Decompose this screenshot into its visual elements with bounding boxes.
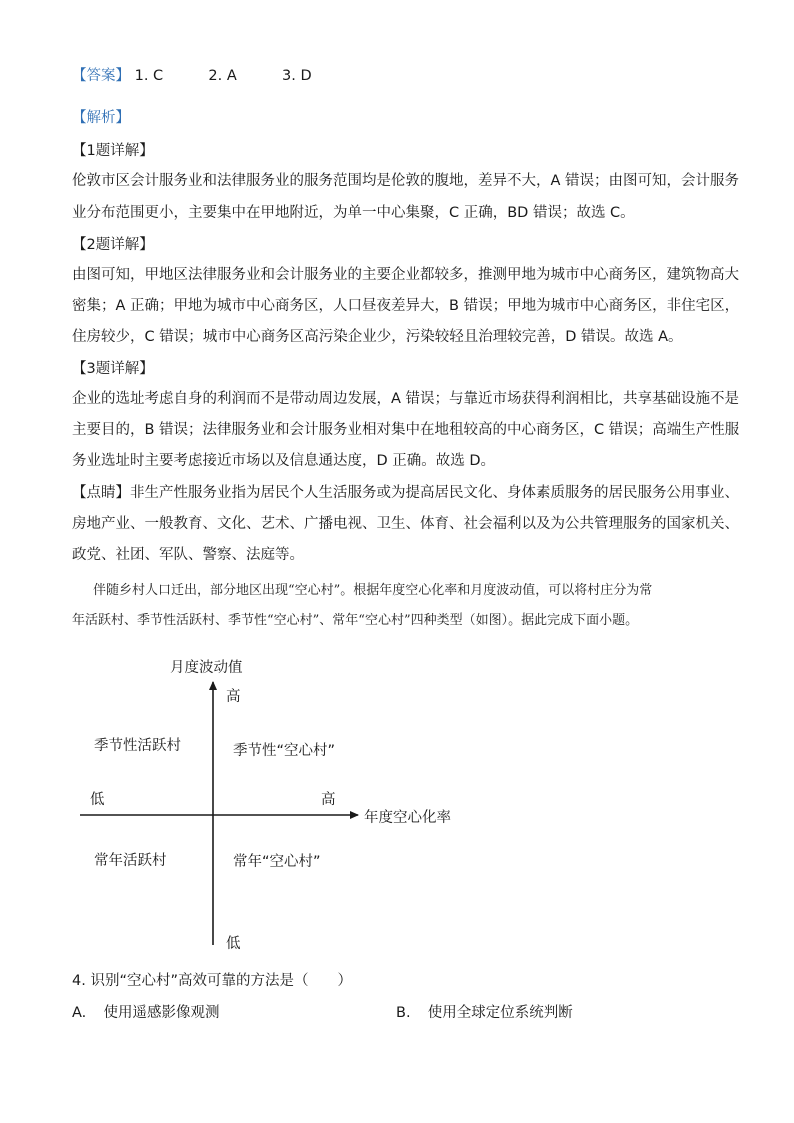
answer-item-1: 1. C <box>134 68 164 84</box>
answer-item-2: 2. A <box>208 68 237 84</box>
quadrant-bottom-left: 常年活跃村 <box>94 853 167 869</box>
q4-option-b-text: 使用全球定位系统判断 <box>427 1005 573 1021</box>
q3-line-2: 主要目的，B 错误；法律服务业和会计服务业相对集中在地租较高的中心商务区，C 错误；高端生产性服 <box>72 422 740 438</box>
y-axis-low-label: 低 <box>226 936 241 952</box>
quadrant-top-right: 季节性“空心村” <box>233 743 336 759</box>
q1-tag: 【1题详解】 <box>72 143 154 159</box>
q4-option-b-label: B. <box>396 1005 411 1021</box>
x-axis-label: 年度空心化率 <box>364 810 451 826</box>
tip-line-3: 政党、社团、军队、警察、法庭等。 <box>72 547 304 563</box>
q2-tag: 【2题详解】 <box>72 237 154 253</box>
q3-tag: 【3题详解】 <box>72 361 154 377</box>
q1-line-1: 伦敦市区会计服务业和法律服务业的服务范围均是伦敦的腹地，差异不大，A 错误；由图可知，会计服务 <box>72 173 740 189</box>
q2-line-2: 密集；A 正确；甲地为城市中心商务区，人口昼夜差异大，B 错误；甲地为城市中心商务区，非住宅区， <box>72 298 740 314</box>
x-axis-high-label: 高 <box>321 792 336 808</box>
q3-line-1: 企业的选址考虑自身的利润而不是带动周边发展，A 错误；与靠近市场获得利润相比，共享基础设施不是 <box>72 391 740 407</box>
passage-line-2: 年活跃村、季节性活跃村、季节性“空心村”、常年“空心村”四种类型（如图）。据此完成下面小题。 <box>72 613 639 628</box>
tip-tag: 【点睛】 <box>72 485 130 501</box>
tip-line-2: 房地产业、一般教育、文化、艺术、广播电视、卫生、体育、社会福利以及为公共管理服务的国家机关、 <box>72 516 739 532</box>
y-axis-high-label: 高 <box>226 689 241 705</box>
q4-stem: 4. 识别“空心村”高效可靠的方法是（ ） <box>72 973 352 989</box>
analysis-tag: 【解析】 <box>72 110 130 126</box>
passage-line-1: 伴随乡村人口迁出，部分地区出现“空心村”。根据年度空心化率和月度波动值，可以将村庄分为常 <box>93 583 653 598</box>
quadrant-top-left: 季节性活跃村 <box>94 738 181 754</box>
quadrant-bottom-right: 常年“空心村” <box>233 854 321 870</box>
q4-option-a[interactable] <box>72 1003 220 1023</box>
q1-line-2: 业分布范围更小，主要集中在甲地附近，为单一中心集聚，C 正确，BD 错误；故选 C。 <box>72 205 635 221</box>
tip-text-1: 非生产性服务业指为居民个人生活服务或为提高居民文化、身体素质服务的居民服务公用事业、 <box>130 485 739 501</box>
q2-line-3: 住房较少，C 错误；城市中心商务区高污染企业少，污染较轻且治理较完善，D 错误。故选 A。 <box>72 329 683 345</box>
q4-option-a-label: A. <box>72 1005 87 1021</box>
q3-line-3: 务业选址时主要考虑接近市场以及信息通达度，D 正确。故选 D。 <box>72 453 496 469</box>
q2-line-1: 由图可知，甲地区法律服务业和会计服务业的主要企业都较多，推测甲地为城市中心商务区，建筑物高大 <box>72 267 739 283</box>
answer-item-3: 3. D <box>282 68 312 84</box>
x-axis-low-label: 低 <box>90 792 105 808</box>
q4-option-b[interactable] <box>396 1003 573 1023</box>
answer-tag: 【答案】 <box>72 68 130 84</box>
y-axis-label: 月度波动值 <box>170 660 243 676</box>
q4-option-a-text: 使用遥感影像观测 <box>103 1005 220 1021</box>
